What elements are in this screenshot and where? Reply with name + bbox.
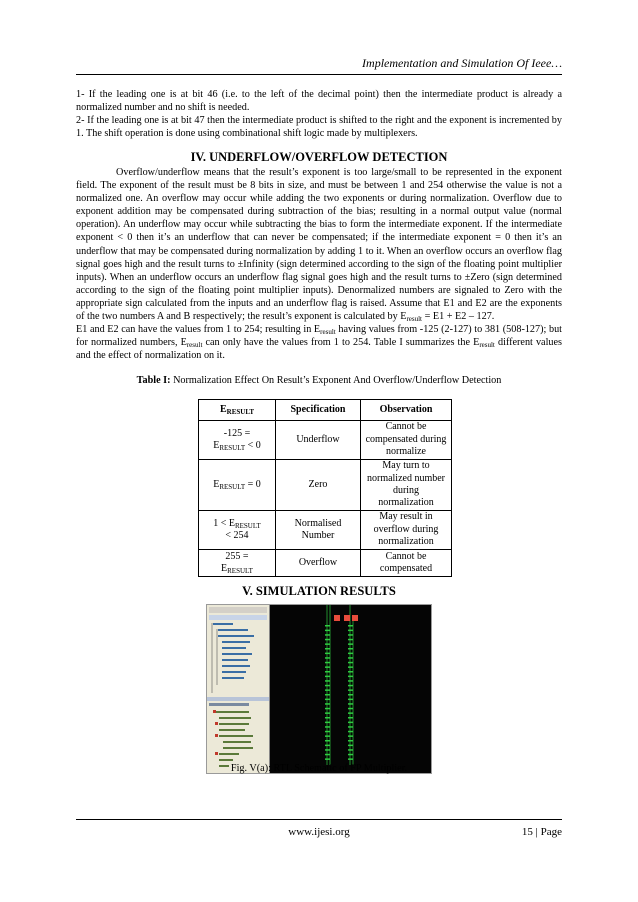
table-caption	[76, 375, 562, 386]
cell-specification: Zero	[276, 460, 361, 511]
rule-bit-46: 1- If the leading one is at bit 46 (i.e. to the left of the decimal point) then the intermediate product is already a normalized number and no shift is needed.	[76, 89, 562, 114]
e-post: < 254	[225, 530, 249, 541]
normalization-table	[198, 399, 452, 577]
e-pre: 1 < E	[213, 517, 235, 529]
cell-specification: Normalised Number	[276, 511, 361, 550]
p2-c: can only have the values from 1 to 254. Table I summarizes the E	[202, 337, 480, 349]
cell-eresult	[199, 550, 276, 577]
cell-specification: Underflow	[276, 421, 361, 460]
table-row	[199, 460, 452, 511]
cell-observation: Cannot be compensated during normalize	[361, 421, 452, 460]
schematic-canvas	[270, 605, 431, 773]
col-observation-header: Observation	[361, 400, 452, 421]
cell-observation: May turn to normalized number during normalization	[361, 460, 452, 511]
section-4-paragraph-2	[76, 323, 562, 362]
col1-sub: RESULT	[226, 407, 255, 416]
e-pre: -125 =	[223, 427, 251, 439]
p1-text: Overflow/underflow means that the result’s exponent is too large/small to be represented in the exponent field. The exponent of the result must be 8 bits in size, and must be between 1 and 254 otherwise the value is not a normalized one. An overflow may occur while adding the two exponents or during normalization. Overflow due to exponent addition may be compensated during subtraction of the bias; resulting in a normal output value (normal operation). An underflow may occur while subtracting the bias to form the intermediate exponent. If the intermediate exponent < 0 then it’s an underflow that can never be compensated; if the intermediate exponent = 0 then it’s an underflow that may be compensated during normalization by adding 1 to it. When an overflow occurs an overflow flag signal goes high and the result turns to ±Infinity (sign determined according to the sign of the floating point multiplier inputs). When an underflow occurs an underflow flag signal goes high and the result turns to ±Zero (sign determined according to the sign of the floating point multiplier inputs). Denormalized numbers are signaled to Zero with the appropriate sign calculated from the inputs and an underflow flag is raised. Assume that E1 and E2 are the exponents of the two numbers A and B respectively; the result’s exponent is calculated by E	[76, 167, 562, 323]
e-post: < 0	[245, 440, 261, 451]
col1-main: E	[219, 403, 227, 415]
cell-eresult	[199, 460, 276, 511]
figure-caption: Fig. V(a): RTL Schematic of FP Multiplier.	[230, 763, 408, 774]
table-header-row	[199, 400, 452, 421]
cell-specification: Overflow	[276, 550, 361, 577]
footer-rule	[76, 819, 562, 820]
p2-sub3: result	[479, 341, 495, 350]
cell-observation: Cannot be compensated	[361, 550, 452, 577]
table-row	[199, 421, 452, 460]
cell-eresult	[199, 421, 276, 460]
running-header: Implementation and Simulation Of Ieee…	[362, 56, 562, 70]
col-eresult-header	[199, 400, 276, 421]
section-4-paragraph-1	[76, 166, 562, 323]
e-main: E	[221, 563, 228, 574]
rule-bit-47: 2- If the leading one is at bit 47 then the intermediate product is shifted to the right and the exponent is incremented by 1. The shift operation is done using combinational shift logic made by multiplexers.	[76, 115, 562, 140]
tool-panel-tree-graphic	[207, 605, 269, 773]
p2-sub2: result	[186, 341, 203, 350]
footer-site: www.ijesi.org	[288, 826, 350, 838]
table-row	[199, 511, 452, 550]
e-main: E	[213, 440, 220, 451]
footer-page: 15 | Page	[521, 826, 562, 838]
cell-observation: May result in overflow during normalization	[361, 511, 452, 550]
p1-sub: result	[406, 315, 423, 324]
p1-tail: = E1 + E2 – 127.	[422, 311, 495, 323]
p2-a: E1 and E2 can have the values from 1 to 254; resulting in E	[76, 324, 321, 336]
header-rule	[76, 74, 562, 75]
section-4-heading: IV. UNDERFLOW/OVERFLOW DETECTION	[190, 150, 448, 164]
p2-b: having values from -125 (2-127) to 381 (508-127); but for normalized numbers, E	[76, 324, 562, 349]
e-sub: RESULT	[227, 567, 253, 575]
table-caption-label: Table I:	[136, 375, 171, 386]
e-sub: RESULT	[219, 444, 246, 452]
cell-eresult	[199, 511, 276, 550]
schematic-tool-panel	[207, 605, 270, 773]
e-sub: RESULT	[234, 521, 261, 530]
section-5-heading: V. SIMULATION RESULTS	[242, 584, 396, 598]
leading-one-rules	[76, 88, 562, 140]
e-sub: RESULT	[219, 482, 246, 491]
e-post: = 0	[245, 478, 261, 490]
e-main: E	[213, 478, 220, 490]
rtl-schematic-figure	[206, 604, 432, 774]
e-pre: 255 =	[225, 550, 249, 562]
table-caption-text: Normalization Effect On Result’s Exponent And Overflow/Underflow Detection	[170, 375, 502, 386]
col-specification-header: Specification	[276, 400, 361, 421]
p2-d: different values and the effect of normalization on it.	[76, 337, 562, 362]
schematic-wires-graphic	[270, 605, 431, 773]
table-row	[199, 550, 452, 577]
section-4-body	[76, 166, 562, 362]
p2-sub1: result	[320, 328, 336, 337]
